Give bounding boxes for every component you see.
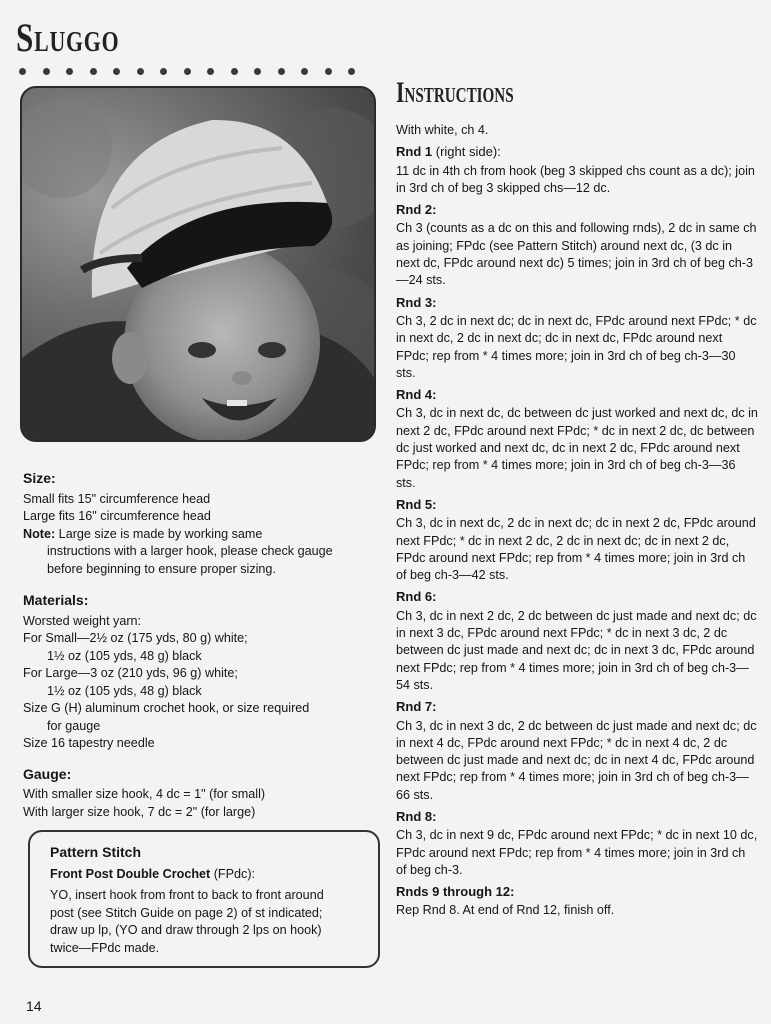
round-label: Rnd 4: xyxy=(396,387,437,403)
size-note-cont: before beginning to ensure proper sizing. xyxy=(47,561,276,576)
instructions-title: Instructions xyxy=(396,76,514,109)
round-text: Ch 3, dc in next 9 dc, FPdc around next FPdc; * dc in next 10 dc, FPdc around next FPdc; rep from * 4 times more; join in 3rd ch of beg ch-3. xyxy=(396,828,758,877)
materials-line: Size 16 tapestry needle xyxy=(23,736,155,750)
gauge-line: With larger size hook, 7 dc = 2" (for large) xyxy=(23,804,256,819)
page-number: 14 xyxy=(26,998,42,1014)
pattern-stitch-line: twice—FPdc made. xyxy=(50,940,160,955)
size-heading: Size: xyxy=(23,470,56,486)
materials-line: Worsted weight yarn: xyxy=(23,613,142,628)
size-note xyxy=(23,526,375,544)
materials-heading: Materials: xyxy=(23,592,89,608)
pattern-stitch-line: draw up lp, (YO and draw through 2 lps on hook) xyxy=(50,923,322,938)
round-text: Ch 3, dc in next dc, dc between dc just worked and next dc, dc in next 2 dc, FPdc around next FPdc; * dc in next 2 dc, dc between dc just worked and next dc, dc in next 2 dc, FPdc around next FPdc; rep from * 4 times more; join in 3rd ch of beg ch-3—36 sts. xyxy=(396,406,758,490)
note-text: Large size is made by working same xyxy=(55,526,263,541)
note-label: Note: xyxy=(23,526,56,541)
round-label: Rnd 1 (right side): xyxy=(396,144,501,160)
round-label: Rnd 6: xyxy=(396,589,437,605)
fpdc-name: Front Post Double Crochet xyxy=(50,866,211,881)
materials-line: For Large—3 oz (210 yds, 96 g) white; xyxy=(23,666,238,680)
pattern-stitch-line: post (see Stitch Guide on page 2) of st indicated; xyxy=(50,905,323,920)
round-label: Rnd 5: xyxy=(396,496,437,512)
materials-line: 1½ oz (105 yds, 48 g) black xyxy=(47,648,202,663)
materials-line: for gauge xyxy=(47,718,101,733)
instructions-column xyxy=(396,76,758,920)
round-label: Rnds 9 through 12: xyxy=(396,884,515,900)
gauge-heading: Gauge: xyxy=(23,765,72,782)
round-text: 11 dc in 4th ch from hook (beg 3 skipped chs count as a dc); join in 3rd ch of beg 3 skipped chs—12 dc. xyxy=(396,163,755,195)
pattern-stitch-subtitle xyxy=(50,866,378,884)
gauge-line: With smaller size hook, 4 dc = 1" (for small) xyxy=(23,787,266,801)
instructions-intro: With white, ch 4. xyxy=(396,123,489,137)
left-column xyxy=(23,470,375,821)
page-title: Sluggo xyxy=(16,15,120,60)
round-text: Rep Rnd 8. At end of Rnd 12, finish off. xyxy=(396,903,615,918)
materials-line: Size G (H) aluminum crochet hook, or size required xyxy=(23,701,310,715)
pattern-stitch-title: Pattern Stitch xyxy=(50,844,142,860)
round-label: Rnd 2: xyxy=(396,202,437,218)
size-line: Large fits 16" circumference head xyxy=(23,509,211,523)
fpdc-abbr: (FPdc): xyxy=(210,866,256,881)
dotted-rule xyxy=(19,66,355,76)
round-text: Ch 3, dc in next 2 dc, 2 dc between dc just made and next dc; dc in next 3 dc, FPdc around next FPdc; * dc in next 3 dc, 2 dc between dc just made and next dc; dc in next 3 dc, FPdc around next FPdc; rep from * 4 times more; join in 3rd ch of beg ch-3—54 sts. xyxy=(396,608,757,692)
baby-photo xyxy=(20,86,376,442)
round-text: Ch 3 (counts as a dc on this and following rnds), 2 dc in same ch as joining; FPdc (see Pattern Stitch) around next dc, (3 dc in next dc, FPdc around next dc) 5 times; join in 3rd ch of beg ch-3—24 sts. xyxy=(396,221,757,288)
round-text: Ch 3, dc in next 3 dc, 2 dc between dc just made and next dc; dc in next 4 dc, FPdc around next FPdc; * dc in next 4 dc, 2 dc between dc just made and next dc; dc in next 4 dc, FPdc around next FPdc; rep from * 4 times more; join in 3rd ch of beg ch-3—66 sts. xyxy=(396,718,757,802)
round-label: Rnd 8: xyxy=(396,808,437,824)
round-label: Rnd 3: xyxy=(396,294,437,310)
materials-line: 1½ oz (105 yds, 48 g) black xyxy=(47,683,202,698)
round-label: Rnd 7: xyxy=(396,699,437,715)
round-text: Ch 3, 2 dc in next dc; dc in next dc, FPdc around next FPdc; * dc in next dc, 2 dc in next dc; dc in next dc, FPdc around next FPdc; rep from * 4 times more; join in 3rd ch of beg ch-3—30 sts. xyxy=(396,313,757,380)
round-text: Ch 3, dc in next dc, 2 dc in next dc; dc in next 2 dc, FPdc around next FPdc; * dc in next 2 dc, 2 dc in next dc; dc in next 2 dc, FPdc around next FPdc; rep from * 4 times more; join in 3rd ch of beg ch-3—42 sts. xyxy=(396,516,756,583)
size-note-cont: instructions with a larger hook, please check gauge xyxy=(47,544,333,558)
pattern-stitch-line: YO, insert hook from front to back to front around xyxy=(50,888,324,903)
size-line: Small fits 15" circumference head xyxy=(23,491,211,506)
materials-line: For Small—2½ oz (175 yds, 80 g) white; xyxy=(23,631,248,645)
pattern-stitch-box xyxy=(28,830,380,968)
